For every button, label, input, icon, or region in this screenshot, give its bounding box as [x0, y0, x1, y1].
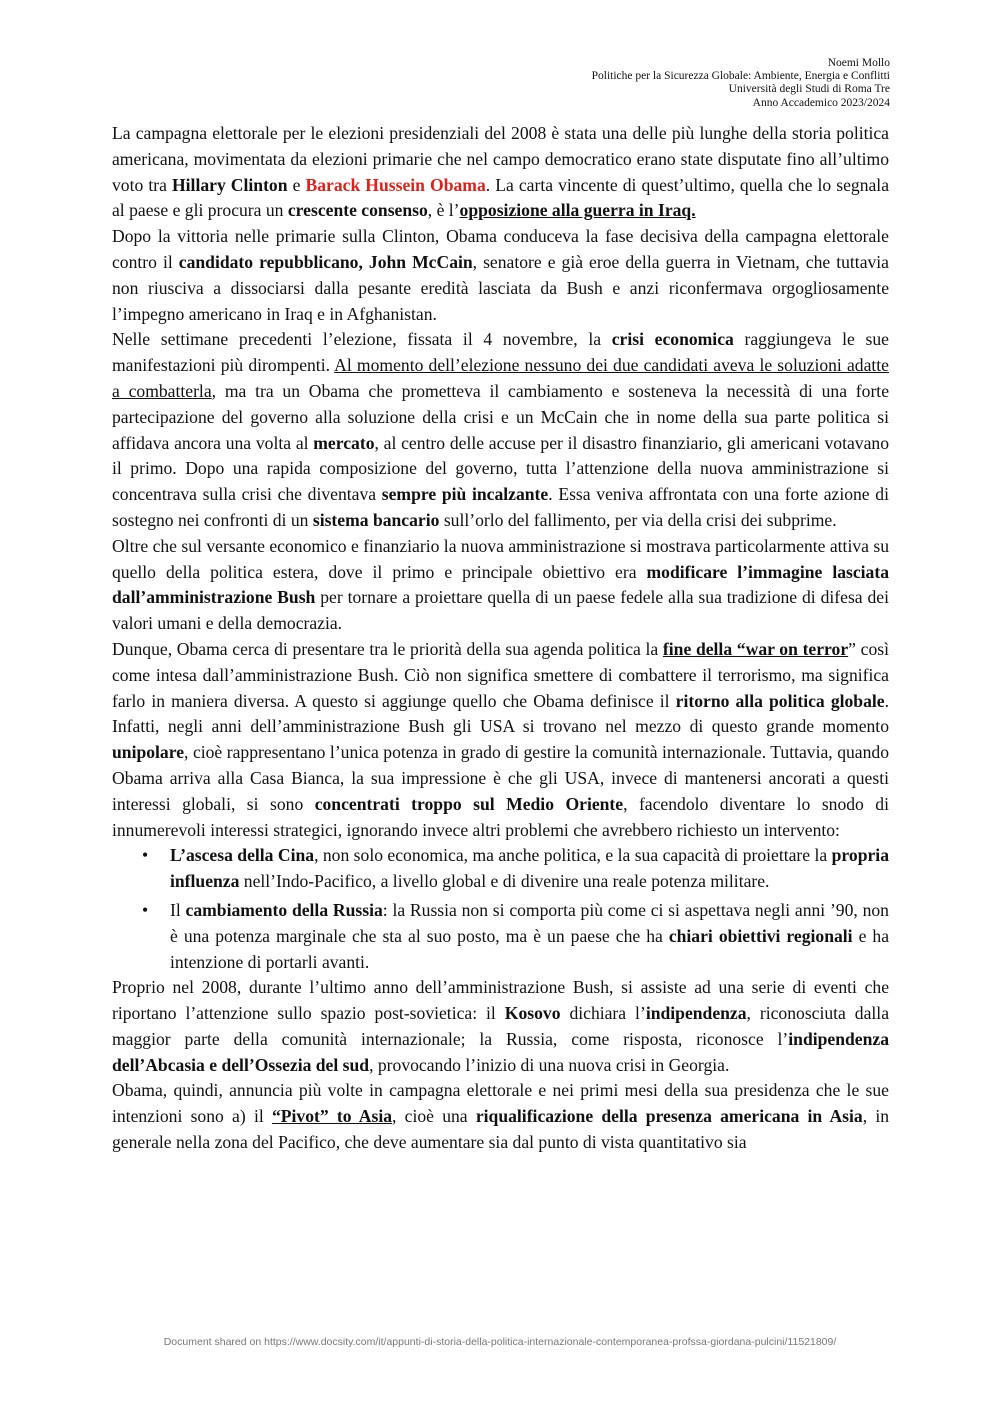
list-item: • Il cambiamento della Russia: la Russia non si comporta più come ci si aspettava negli anni ’90, non è una potenza marginale che sta al suo posto, ma è un paese che ha chiari obiettivi regionali e ha intenzione di portarli avanti.	[142, 899, 890, 972]
emphasis: cambiamento della Russia	[185, 899, 383, 920]
paragraph-1: La campagna elettorale per le elezioni presidenziali del 2008 è stata una delle più lunghe della storia politica americana, movimentata da elezioni primarie che nel campo democratico erano state disputate fino all’ultimo voto tra Hillary Clinton e Barack Hussein Obama. La carta vincente di quest’ultimo, quella che lo segnala al paese e gli procura un crescente consenso, è l’opposizione alla guerra in Iraq.	[112, 123, 889, 221]
emphasis: mercato	[313, 432, 375, 453]
emphasis: riqualificazione della presenza americana in Asia	[475, 1106, 863, 1127]
emphasis: sempre più incalzante	[381, 484, 549, 505]
emphasis-underlined: opposizione alla guerra in Iraq.	[459, 200, 696, 221]
emphasis: crisi economica	[611, 329, 734, 350]
paragraph-3: Nelle settimane precedenti l’elezione, fissata il 4 novembre, la crisi economica raggiungeva le sue manifestazioni più dirompenti. Al momento dell’elezione nessuno dei due candidati aveva le soluzioni adatte a combatterla, ma tra un Obama che prometteva il cambiamento e sosteneva la necessità di una forte partecipazione del governo alla soluzione della crisi e un McCain che in nome della sua parte politica si affidava ancora una volta al mercato, al centro delle accuse per il disastro finanziario, gli americani votavano il primo. Dopo una rapida composizione del governo, tutta l’attenzione della nuova amministrazione si concentrava sulla crisi che diventava sempre più incalzante. Essa veniva affrontata con una forte azione di sostegno nei confronti di un sistema bancario sull’orlo del fallimento, per via della crisi dei subprime.	[112, 329, 890, 530]
emphasis: Kosovo	[504, 1003, 561, 1024]
paragraph-4: Oltre che sul versante economico e finanziario la nuova amministrazione si mostrava particolarmente attiva su quello della politica estera, dove il primo e principale obiettivo era modificare l’immagine lasciata dall’amministrazione Bush per tornare a proiettare quella di un paese fedele alla sua tradizione di difesa dei valori umani e della democrazia.	[112, 535, 889, 634]
emphasis: unipolare	[112, 742, 185, 763]
emphasis: propria influenza	[170, 845, 889, 892]
emphasis: L’ascesa della Cina	[170, 845, 315, 866]
page-header	[592, 57, 890, 110]
emphasis: Hillary Clinton	[171, 174, 288, 195]
header-academic-year: Anno Accademico 2023/2024	[752, 96, 890, 109]
emphasis: chiari obiettivi regionali	[668, 925, 853, 946]
emphasis: modificare l’immagine lasciata dall’amministrazione Bush	[112, 561, 889, 608]
emphasis-underlined: “Pivot” to Asia	[271, 1106, 393, 1127]
header-author: Noemi Mollo	[827, 57, 890, 69]
header-course: Politiche per la Sicurezza Globale: Ambiente, Energia e Conflitti	[591, 70, 890, 83]
list-item: • L’ascesa della Cina, non solo economica, ma anche politica, e la sua capacità di proiettare la propria influenza nell’Indo-Pacifico, a livello global e di divenire una reale potenza militare.	[142, 845, 889, 892]
header-university: Università degli Studi di Roma Tre	[728, 83, 890, 96]
emphasis: indipendenza	[645, 1003, 747, 1024]
bullet-icon: •	[142, 845, 149, 866]
emphasis: concentrati troppo sul Medio Oriente	[314, 793, 624, 814]
paragraph-7: Obama, quindi, annuncia più volte in campagna elettorale e nei primi mesi della sua presidenza che le sue intenzioni sono a) il “Pivot” to Asia, cioè una riqualificazione della presenza americana in Asia, in generale nella zona del Pacifico, che deve aumentare sia dal punto di vista quantitativo sia	[112, 1080, 890, 1153]
paragraph-5: Dunque, Obama cerca di presentare tra le priorità della sua agenda politica la fine della “war on terror” così come intesa dall’amministrazione Bush. Ciò non significa smettere di combattere il terrorismo, ma significa farlo in maniera diversa. A questo si aggiunge quello che Obama definisce il ritorno alla politica globale. Infatti, negli anni dell’amministrazione Bush gli USA si trovano nel mezzo di questo grande momento unipolare, cioè rappresentano l’unica potenza in grado di gestire la comunità internazionale. Tuttavia, quando Obama arriva alla Casa Bianca, la sua impressione è che gli USA, invece di mantenersi ancorati a questi interessi globali, si sono concentrati troppo sul Medio Oriente, facendolo diventare lo snodo di innumerevoli interessi strategici, ignorando invece altri problemi che avrebbero richiesto un intervento:	[112, 638, 889, 840]
emphasis: candidato repubblicano, John McCain	[178, 251, 473, 272]
emphasis: indipendenza dell’Abcasia e dell’Ossezia del sud	[112, 1028, 889, 1075]
emphasis-underlined: fine della “war on terror	[662, 638, 849, 659]
highlight-name: Barack Hussein Obama	[305, 174, 486, 195]
document-body	[112, 121, 889, 1156]
emphasis: ritorno alla politica globale	[675, 690, 885, 711]
paragraph-2: Dopo la vittoria nelle primarie sulla Clinton, Obama conduceva la fase decisiva della campagna elettorale contro il candidato repubblicano, John McCain, senatore e già eroe della guerra in Vietnam, che tuttavia non riusciva a dissociarsi dalla pesante eredità lasciata da Bush e anzi riconfermava orgogliosamente l’impegno americano in Iraq e in Afghanistan.	[112, 226, 889, 324]
share-footer: Document shared on https://www.docsity.com/it/appunti-di-storia-della-politica-internazionale-contemporanea-profssa-giordana-pulcini/11521809/	[163, 1336, 837, 1348]
emphasis: sistema bancario	[312, 509, 440, 530]
paragraph-6: Proprio nel 2008, durante l’ultimo anno dell’amministrazione Bush, si assiste ad una serie di eventi che riportano l’attenzione sullo spazio post-sovietica: il Kosovo dichiara l’indipendenza, riconosciuta dalla maggior parte della comunità internazionale; la Russia, come risposta, riconosce l’indipendenza dell’Abcasia e dell’Ossezia del sud, provocando l’inizio di una nuova crisi in Georgia.	[112, 977, 890, 1075]
bullet-list	[112, 843, 889, 975]
underlined-text: Al momento dell’elezione nessuno dei due candidati aveva le soluzioni adatte a combatterla	[112, 355, 889, 401]
emphasis: crescente consenso	[287, 200, 428, 221]
bullet-icon: •	[142, 899, 149, 920]
